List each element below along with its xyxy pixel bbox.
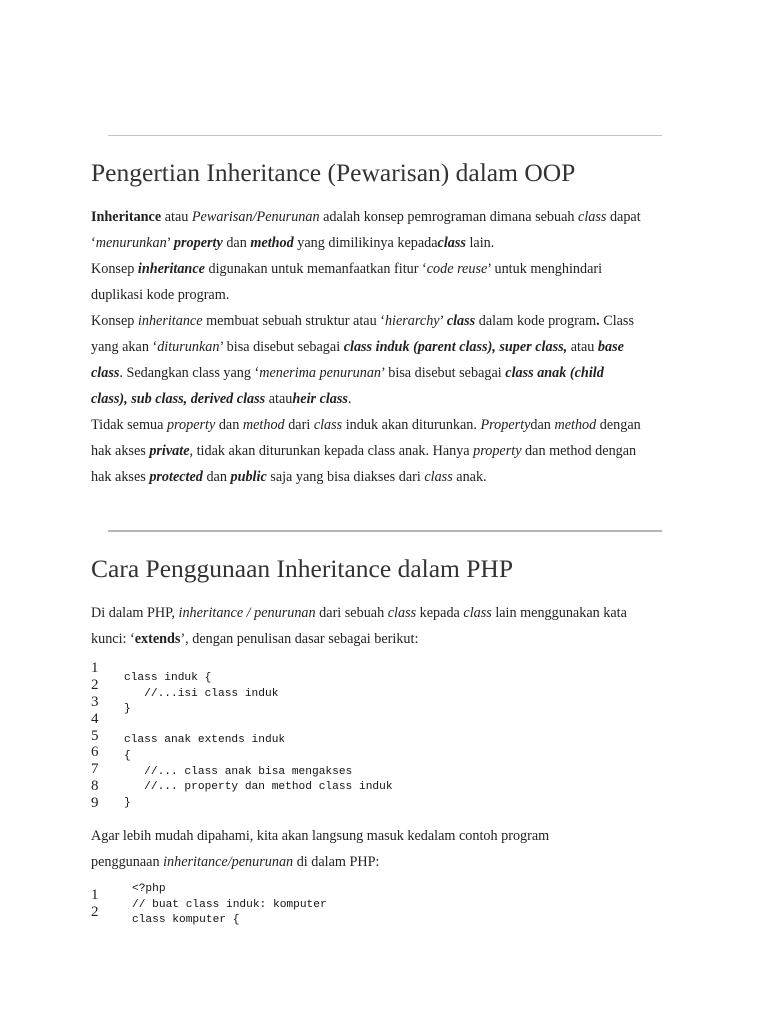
text-run: dan <box>222 235 251 251</box>
text-line <box>91 600 691 626</box>
text-run: class <box>578 209 607 225</box>
text-run: ’ untuk menghindari <box>487 261 603 277</box>
text-run: property <box>473 443 522 459</box>
line-number: 9 <box>91 795 99 812</box>
text-run: yang dimilikinya kepada <box>293 235 438 251</box>
text-run: inheritance/penurunan <box>163 854 294 870</box>
text-line <box>91 360 691 386</box>
text-run: inheritance <box>137 261 205 277</box>
code-line: class anak extends induk <box>124 734 286 747</box>
text-run: Agar lebih mudah dipahami, kita akan langsung masuk kedalam contoh program <box>91 828 550 844</box>
text-run: class <box>313 417 343 433</box>
line-number: 4 <box>91 710 99 727</box>
text-run: property <box>166 417 216 433</box>
code-line: { <box>124 749 131 762</box>
text-line <box>91 849 691 875</box>
text-run: , tidak akan diturunkan kepada class anak. Hanya <box>189 443 474 459</box>
section-divider <box>108 530 662 532</box>
line-number: 6 <box>91 744 99 761</box>
text-line <box>91 230 691 256</box>
paragraph-intro <box>91 600 691 652</box>
text-run: dan <box>530 417 555 433</box>
code-line: } <box>124 703 131 716</box>
text-run: protected <box>149 469 203 485</box>
code-line: class induk { <box>124 672 212 684</box>
text-run: digunakan untuk memanfaatkan fitur ‘ <box>204 261 427 277</box>
text-run: private <box>149 443 190 459</box>
code-line <box>124 718 393 734</box>
text-run: yang akan ‘ <box>91 339 158 355</box>
top-divider <box>108 135 662 136</box>
text-run: class <box>387 605 417 621</box>
text-run: method <box>554 417 597 433</box>
line-number: 5 <box>91 727 99 744</box>
text-run: ’ bisa disebut sebagai <box>381 365 506 381</box>
text-run: method <box>250 235 294 251</box>
line-number: 1 <box>91 660 99 676</box>
text-run: saja yang bisa diakses dari <box>266 469 425 485</box>
text-run: kepada <box>416 605 464 621</box>
text-run: ’ bisa disebut sebagai <box>219 339 344 355</box>
line-number: 2 <box>91 903 99 920</box>
code-line-numbers <box>91 660 99 812</box>
text-run: Inheritance <box>91 209 162 225</box>
text-run: class induk (parent class), super class, <box>343 339 568 355</box>
text-run: menerima penurunan <box>259 365 382 381</box>
text-run: anak. <box>452 469 487 485</box>
text-run: di dalam PHP: <box>293 854 380 870</box>
text-run: class <box>424 469 453 485</box>
text-run: class <box>446 313 476 329</box>
text-run: menurunkan <box>95 235 167 251</box>
text-run: Tidak semua <box>91 417 167 433</box>
text-run: Class <box>599 313 634 329</box>
text-run: lain. <box>465 235 495 251</box>
code-line: // buat class induk: komputer <box>132 898 327 911</box>
text-line <box>91 626 691 652</box>
text-run: . <box>596 313 600 329</box>
text-run: inheritance / penurunan <box>178 605 316 621</box>
code-line: //... property dan method class induk <box>124 781 393 794</box>
text-run: Di dalam PHP, <box>91 605 179 621</box>
code-line: <?php <box>132 883 166 895</box>
text-run: dari sebuah <box>315 605 388 621</box>
text-run: extends <box>134 631 181 647</box>
text-run: dan method dengan <box>521 443 637 459</box>
text-line <box>91 282 691 308</box>
text-line <box>91 823 691 849</box>
code-line: //... class anak bisa mengakses <box>124 765 353 778</box>
text-run: kunci: ‘ <box>91 631 135 647</box>
text-run: dengan <box>596 417 641 433</box>
text-run: Konsep <box>91 261 138 277</box>
text-run: hak akses <box>91 443 150 459</box>
code-line: //...isi class induk <box>124 687 279 700</box>
text-run: . <box>347 391 352 407</box>
section-title-cara-penggunaan: Cara Penggunaan Inheritance dalam PHP <box>91 554 514 583</box>
text-run: class <box>437 235 466 251</box>
text-run: ’, dengan penulisan dasar sebagai berikut: <box>180 631 419 647</box>
code-block-basic <box>124 671 393 811</box>
text-run: ’ <box>439 313 447 329</box>
text-run: dapat <box>606 209 641 225</box>
text-line <box>91 412 691 438</box>
text-line <box>91 464 691 490</box>
text-run: induk akan diturunkan. <box>342 417 481 433</box>
text-run: Property <box>480 417 531 433</box>
text-run: dari <box>284 417 314 433</box>
text-run: Konsep <box>91 313 138 329</box>
text-run: class), sub class, derived class <box>91 391 266 407</box>
text-run: ’ <box>166 235 174 251</box>
text-run: dalam kode program <box>475 313 597 329</box>
text-run: penggunaan <box>91 854 164 870</box>
text-line <box>91 334 691 360</box>
code-line-numbers-2 <box>91 887 99 921</box>
line-number: 7 <box>91 761 99 778</box>
text-run: property <box>173 235 223 251</box>
text-run: class anak (child <box>505 365 604 381</box>
text-run: atau <box>161 209 192 225</box>
text-line <box>91 256 691 282</box>
code-line: class komputer { <box>132 914 240 927</box>
paragraph-pengertian <box>91 204 691 490</box>
text-run: adalah konsep pemrograman dimana sebuah <box>319 209 579 225</box>
text-run: lain menggunakan kata <box>491 605 627 621</box>
text-run: inheritance <box>137 313 203 329</box>
line-number: 1 <box>91 887 99 903</box>
text-line <box>91 386 691 412</box>
text-run: diturunkan <box>157 339 220 355</box>
text-run: ‘ <box>91 235 96 251</box>
line-number: 2 <box>91 676 99 693</box>
text-run: class <box>463 605 492 621</box>
line-number: 3 <box>91 693 99 710</box>
paragraph-after-code <box>91 823 691 875</box>
text-run: dan <box>215 417 243 433</box>
text-run: duplikasi kode program. <box>91 287 230 303</box>
text-run: . Sedangkan class yang ‘ <box>119 365 260 381</box>
text-line <box>91 204 691 230</box>
text-run: Pewarisan/Penurunan <box>191 209 320 225</box>
text-run: hak akses <box>91 469 150 485</box>
text-line <box>91 308 691 334</box>
text-run: code reuse <box>426 261 488 277</box>
text-run: method <box>242 417 285 433</box>
text-run: membuat sebuah struktur atau ‘ <box>202 313 385 329</box>
text-run: atau <box>265 391 293 407</box>
text-run: heir class <box>292 391 348 407</box>
text-run: base <box>597 339 624 355</box>
text-run: hierarchy <box>384 313 440 329</box>
code-block-example <box>132 882 327 929</box>
text-line <box>91 438 691 464</box>
section-title-pengertian: Pengertian Inheritance (Pewarisan) dalam OOP <box>91 158 576 187</box>
code-line: } <box>124 796 131 809</box>
text-run: dan <box>202 469 231 485</box>
text-run: class <box>91 365 120 381</box>
text-run: atau <box>567 339 598 355</box>
text-run: public <box>230 469 267 485</box>
line-number: 8 <box>91 778 99 795</box>
